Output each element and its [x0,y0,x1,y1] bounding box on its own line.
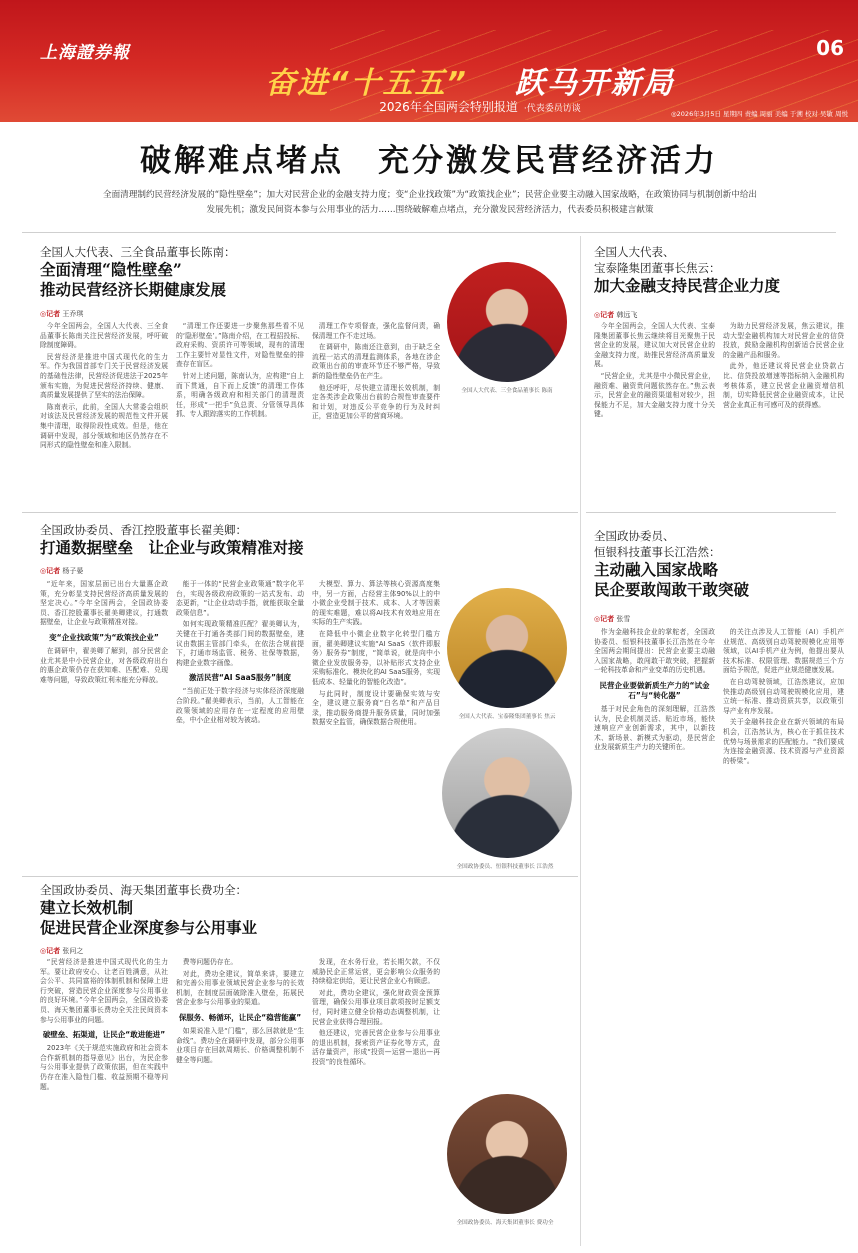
slogan-part1: 奋进“十五五” [265,66,468,101]
article-speaker: 全国人大代表、 [594,245,675,259]
article-speaker: 全国政协委员、香江控股董事长翟美卿： [40,523,247,537]
article-title-line2: 推动民营经济长期健康发展 [40,280,227,299]
portrait-photo [447,1094,567,1214]
text-column: “近年来，国家层面已出台大量惠企政策，充分彰显支持民营经济高质量发展的坚定决心。”今年全国两会，全国政协委员、香江控股董事长翟美卿建议，打通数据壁垒，让企业与政策精准对接。 变“企业找政策”为“政策找企业” 在调研中，翟美卿了解到，部分民营企业尤其是中小民营企业，对各级政府出台的惠企政策仍存在获知难、匹配难、兑现难等问题，导致政策红利未能充分释放。 [40,580,168,684]
photo-caption: 全国人大代表、宝泰隆集团董事长 焦云 [458,714,556,720]
text-column: 发现，在水务行业，若长期欠款，不仅威胁民企正常运营，更会影响公众服务的持续稳定供给，更让民营企业心有顾虑。 对此，费功全建议，强化财政资金预算管理，确保公用事业项目款项按时足额支付，同时建立健全价格动态调整机制，让民营企业获得合理回报。 他还建议，完善民营企业参与公用事业的退出机制，探索资产证券化等方式，盘活存量资产，形成“投资—运营—退出—再投资”的良性循环。 [312,958,440,1066]
subheading: 变“企业找政策”为“政策找企业” [49,632,159,642]
byline: ◎记者 王乔琪 [40,310,84,318]
article-title-line2: 促进民营企业深度参与公用事业 [40,918,258,937]
byline: ◎记者 杨子晏 [40,567,84,575]
dateline: ◎2026年3月5日 星期四 责编 周丽 美编 于溯 校对 吴敏 周悦 [670,110,848,118]
divider [22,876,578,877]
article-body [40,958,440,1244]
article-title-line2: 民企要敢闯敢干敢突破 [594,580,750,599]
photo-caption: 全国政协委员、海天集团董事长 费功全 [456,1220,554,1226]
subheading: 激活民营“AI SaaS服务”制度 [189,673,291,683]
photo-caption: 全国人大代表、三全食品董事长 陈南 [461,388,553,394]
article-body [594,322,844,504]
text-column: 清理工作专项督查，强化监督问责，确保清理工作不走过场。 在调研中，陈南还注意到，由于缺乏全流程一站式的清理监测体系，各地在涉企政策出台前的审查环节还不够严格，导致新的隐性壁垒仍在产生。 他还呼吁，尽快建立清理长效机制，制定各类涉企政策出台前的合规性审查要件和计划，对违反公平竞争的行为及时纠正，营造更加公平的营商环境。 [312,322,440,421]
article-speaker-line2: 宝泰隆集团董事长焦云： [594,261,721,275]
text-column: 为助力民营经济发展，焦云建议，推动大型金融机构加大对民营企业的信贷投放，鼓励金融机构创新适合民营企业的金融产品和服务。 此外，他还建议将民营企业贷款占比、信贷投放增速等指标纳入金融机构考核体系，建立民营企业融资增信机制，切实降低民营企业融资成本，让民营企业真正有可感可及的获得感。 [723,322,844,409]
article-zhai-meiqing [40,522,540,558]
article-body [40,322,440,504]
lead-paragraph: 全面清理制约民营经济发展的“隐性壁垒”；加大对民营企业的金融支持力度；变“企业找政策”为“政策找企业”；民营企业要主动融入国家战略，在政策协同与机制创新中给出发展先机；激发民间资本参与公用事业的活力……围绕破解难点堵点，充分激发民营经济活力，代表委员积极建言献策 [102,190,758,215]
portrait-photo [447,588,567,708]
article-title: 建立长效机制 [40,898,134,917]
article-speaker-line2: 恒银科技董事长江浩然： [594,545,721,559]
portrait-photo [447,262,567,382]
photo-caption: 全国政协委员、恒银科技董事长 江浩然 [456,864,554,870]
column-divider [580,236,581,1246]
subheading: 破壁垒、拓渠道，让民企“敢进能进” [42,1030,166,1040]
masthead-banner [0,0,858,122]
special-report-title: 2026年全国两会特别报道 [379,100,518,114]
page-number: 06 [816,36,844,60]
section-slogan [230,58,710,102]
text-column: “清理工作还要进一步聚焦那些看不见的‘隐形壁垒’。”陈南介绍，在工程招投标、政府采购、资质许可等领域，现有的清理工作主要针对显性文件，对隐性壁垒的排查存在盲区。 针对上述问题，陈南认为，应构建“自上而下贯通，自下而上反馈”的清理工作体系，明确各级政府和相关部门的清理责任，形成“一把手”负总责、分管领导具体抓、专人跟踪落实的工作机制。 [176,322,304,419]
special-report-tag: ·代表委员访谈 [523,104,581,114]
text-column: 大模型、算力、算法等核心资源高度集中，另一方面，占经营主体90%以上的中小微企业受制于技术、成本、人才等因素的现实难题，难以将AI技术有效地应用在实际的生产实践。 在降低中小微企业数字化转型门槛方面，翟美卿建议实施“AI SaaS（软件即服务）服务券”制度，“简单说，就是向中小微企业发放服务券，以补贴形式支持企业采购标准化、模块化的AI SaaS服务，实现低成本、轻量化的智能化改造”。 与此同时，制度设计要确保实效与安全，建议建立服务商“白名单”和产品目录，推动服务商提升服务质量，同时加强数据安全监管，确保数据合规使用。 [312,580,440,727]
article-title: 全面清理“隐性壁垒” [40,260,182,279]
article-body [594,628,844,1238]
divider [22,512,578,513]
article-title: 加大金融支持民营企业力度 [594,276,781,295]
text-column: 的关注点涉及人工智能（AI）手机产业规范、高级别自动驾驶规模化应用等领域，以AI手机产业为例，他提出要从技术标准、权限管理、数据规范三个方面给予规范，促进产业规范健康发展。 在自动驾驶领域，江浩然建议，应加快推动高级别自动驾驶规模化应用，建立统一标准、推动资质共享，以政策引导产业有序发展。 关于金融科技企业在新兴领域的布局机会，江浩然认为，核心在于抓住技术优势与场景需求的匹配能力。“我们要成为连接金融资源、技术资源与产业资源的桥梁”。 [723,628,844,765]
article-jiao-yun [594,244,844,296]
byline: ◎记者 张问之 [40,947,84,955]
article-body [40,580,440,836]
article-speaker: 全国人大代表、三全食品董事长陈南： [40,245,236,259]
text-column: 今年全国两会，全国人大代表、宝泰隆集团董事长焦云继续将目光聚焦于民营企业的发展，建议加大对民营企业的金融支持力度，助推民营经济高质量发展。 “民营企业，尤其是中小微民营企业，融资难、融资贵问题依然存在。”焦云表示，民营企业的融资渠道相对较少，担保能力不足，加大金融支持力度十分关键。 [594,322,715,419]
text-column: 能于一体的“民营企业政策通”数字化平台，实现各级政府政策的一站式发布、动态更新，“让企业动动手指，就能获取全量政策信息”。 如何实现政策精准匹配？翟美卿认为，关键在于打通各类部门间的数据壁垒，建议由数据主管部门牵头，在依法合规前提下，打通市场监管、税务、社保等数据，构建企业数字画像。 激活民营“AI SaaS服务”制度 “当前正处于数字经济与实体经济深度融合阶段。”翟美卿表示，当前，人工智能在政策领域的应用存在一定程度的应用壁垒，中小企业相对较为被动。 [176,580,304,725]
article-jiang-haoran [594,528,844,600]
text-column: “民营经济是推进中国式现代化的生力军。要让政府安心、让老百姓满意，从社会公平、共同富裕的体制机制和保障上进行突破，营造民营企业深度参与公用事业的良好环境。”今年全国两会，全国政协委员、海天集团董事长费功全关注民间资本参与公用事业的问题。 破壁垒、拓渠道，让民企“敢进能进” 2023年《关于规范实施政府和社会资本合作新机制的指导意见》出台，为民企参与公用事业提供了政策依据，但在实践中仍存在准入隐性门槛、收益预期不稳等问题。 [40,958,168,1091]
text-column: 作为金融科技企业的掌舵者，全国政协委员、恒银科技董事长江浩然在今年全国两会期间提出：民营企业要主动融入国家战略，敢闯敢干敢突破，把握新一轮科技革命和产业变革的历史机遇。 民营企业要做新质生产力的“试金石”与“转化器” 基于对民企角色的深刻理解，江浩然认为，民企机制灵活、贴近市场，能快速响应产业创新需求，其中，以新技术、新场景、新模式为驱动，是民营企业发展新质生产力的关键所在。 [594,628,715,752]
subheading: 保服务、畅循环，让民企“稳营能赢” [178,1012,302,1022]
subheading: 民营企业要做新质生产力的“试金石”与“转化器” [599,680,710,700]
newspaper-logo: 上海證券報 [40,43,130,63]
text-column: 今年全国两会，全国人大代表、三全食品董事长陈南关注民营经济发展，呼吁破除制度障碍。 民营经济是推进中国式现代化的生力军。作为我国首部专门关于民营经济发展的基础性法律，民营经济促进法于2025年颁布实施，为促进民营经济持续、健康、高质量发展提供了坚实的法治保障。 陈南表示，此前，全国人大常委会组织对该法及民营经济发展的规范性文件开展集中清理，取得阶段性成效。但是，他在调研中发现，部分领域和地区仍然存在不同形式的隐性壁垒和准入限制。 [40,322,168,450]
article-fei-gongquan [40,882,460,938]
article-title: 主动融入国家战略 [594,560,719,579]
divider [586,512,836,513]
byline: ◎记者 张雪 [594,615,631,623]
article-title: 打通数据壁垒 让企业与政策精准对接 [40,538,304,557]
article-speaker: 全国政协委员、 [594,529,675,543]
portrait-photo [442,728,572,858]
divider [22,232,836,233]
slogan-part2: 跃马开新局 [514,66,675,101]
article-chen-nan [40,244,440,300]
text-column: 费等问题仍存在。 对此，费功全建议，简单来讲，要建立和完善公用事业领域民营企业参与的长效机制，在制度层面破除准入壁垒，拓展民营企业参与公用事业的渠道。 保服务、畅循环，让民企“稳营能赢” 如果说准入是“门槛”，那么回款就是“生命线”。费功全在调研中发现，部分公用事业项目存在回款周期长、价格调整机制不健全等问题。 [176,958,304,1064]
byline: ◎记者 韩远飞 [594,311,638,319]
article-speaker: 全国政协委员、海天集团董事长费功全： [40,883,247,897]
page-headline: 破解难点堵点 充分激发民营经济活力 [140,143,718,179]
